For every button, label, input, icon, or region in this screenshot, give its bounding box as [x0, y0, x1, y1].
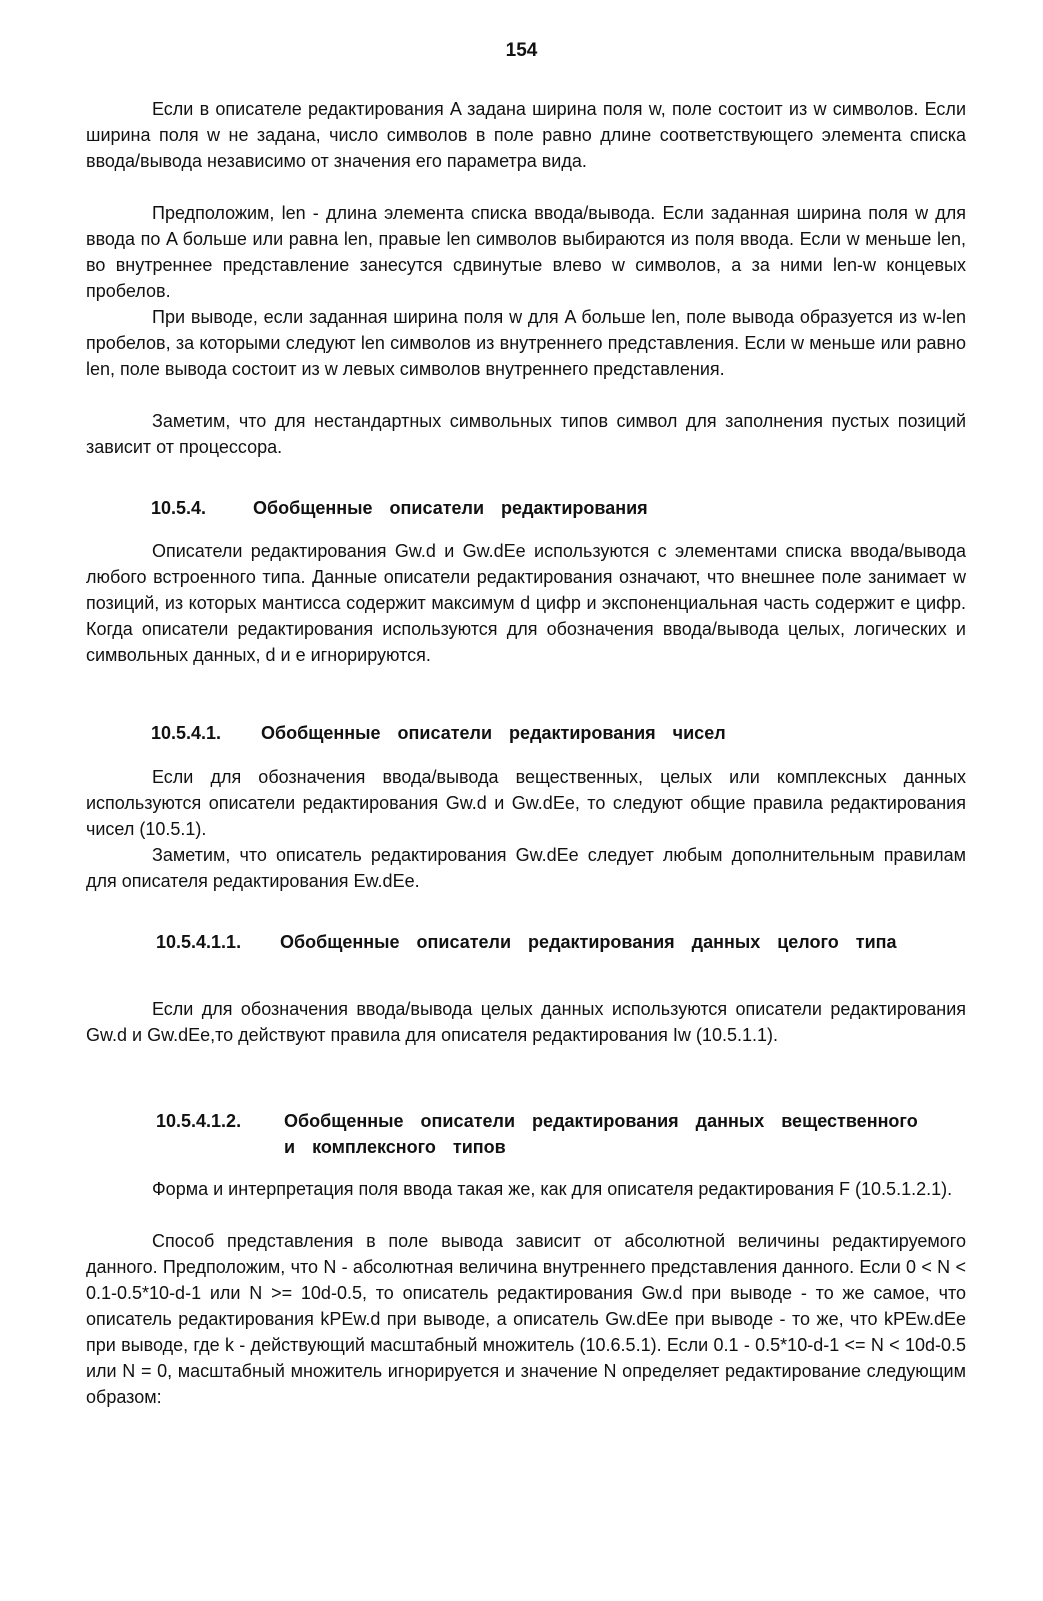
heading-number: 10.5.4.1.1. — [156, 932, 242, 952]
paragraph: Если в описателе редактирования A задана ширина поля w, поле состоит из w символов. Если ширина поля w не задана, число символов в поле равно длине соответствующего элемента списка ввода/вывода независимо от значения его параметра вида. — [86, 99, 966, 171]
heading-title: Обобщенные описатели редактирования данных вещественного и комплексного типов — [284, 1111, 918, 1157]
paragraph: Если для обозначения ввода/вывода целых данных используются описатели редактирования Gw.d и Gw.dEe,то действуют правила для описателя редактирования Iw (10.5.1.1). — [86, 999, 966, 1045]
paragraph: Заметим, что для нестандартных символьных типов символ для заполнения пустых позиций зависит от процессора. — [86, 411, 966, 457]
paragraph: При выводе, если заданная ширина поля w для A больше len, поле вывода образуется из w-len пробелов, за которыми следуют len символов из внутреннего представления. Если w меньше или равно len, поле вывода состоит из w левых символов внутреннего представления. — [86, 307, 966, 379]
heading-number: 10.5.4. — [151, 498, 207, 518]
heading-title: Обобщенные описатели редактирования данных целого типа — [280, 932, 897, 952]
section-heading — [156, 929, 956, 981]
section-heading — [156, 1108, 956, 1160]
paragraph: Способ представления в поле вывода зависит от абсолютной величины редактируемого данного. Предположим, что N - абсолютная величина внутреннего представления данного. Если 0 < N < 0.1-0.5*10-d-1 или N >= 10d-0.5, то описатель редактирования Gw.d при выводе - то же самое, что описатель редактирования kPEw.d при выводе, а описатель Gw.dEe при выводе - то же, что kPEw.dEe при выводе, где k - действующий масштабный множитель (10.6.5.1). Если 0.1 - 0.5*10-d-1 <= N < 10d-0.5 или N = 0, масштабный множитель игнорируется и значение N определяет редактирование следующим образом: — [86, 1231, 966, 1407]
paragraph: Предположим, len - длина элемента списка ввода/вывода. Если заданная ширина поля w для ввода по A больше или равна len, правые len символов выбираются из поля ввода. Если w меньше len, во внутреннее представление занесутся сдвинутые влево w символов, а за ними len-w концевых пробелов. — [86, 203, 966, 301]
paragraph: Форма и интерпретация поля ввода такая же, как для описателя редактирования F (10.5.1.2.1). — [152, 1179, 953, 1199]
heading-title: Обобщенные описатели редактирования чисел — [261, 723, 726, 743]
heading-number: 10.5.4.1. — [151, 723, 222, 743]
page-number: 154 — [505, 40, 538, 61]
heading-title: Обобщенные описатели редактирования — [253, 498, 648, 518]
heading-number: 10.5.4.1.2. — [156, 1111, 242, 1131]
paragraph: Описатели редактирования Gw.d и Gw.dEe используются с элементами списка ввода/вывода любого встроенного типа. Данные описатели редактирования означают, что внешнее поле занимает w позиций, из которых мантисса содержит максимум d цифр и экспоненциальная часть содержит e цифр. Когда описатели редактирования используются для обозначения ввода/вывода целых, логических и символьных данных, d и e игнорируются. — [86, 541, 966, 665]
paragraph: Если для обозначения ввода/вывода вещественных, целых или комплексных данных используются описатели редактирования Gw.d и Gw.dEe, то следуют общие правила редактирования чисел (10.5.1). — [86, 767, 966, 839]
paragraph: Заметим, что описатель редактирования Gw.dEe следует любым дополнительным правилам для описателя редактирования Ew.dEe. — [86, 845, 966, 891]
